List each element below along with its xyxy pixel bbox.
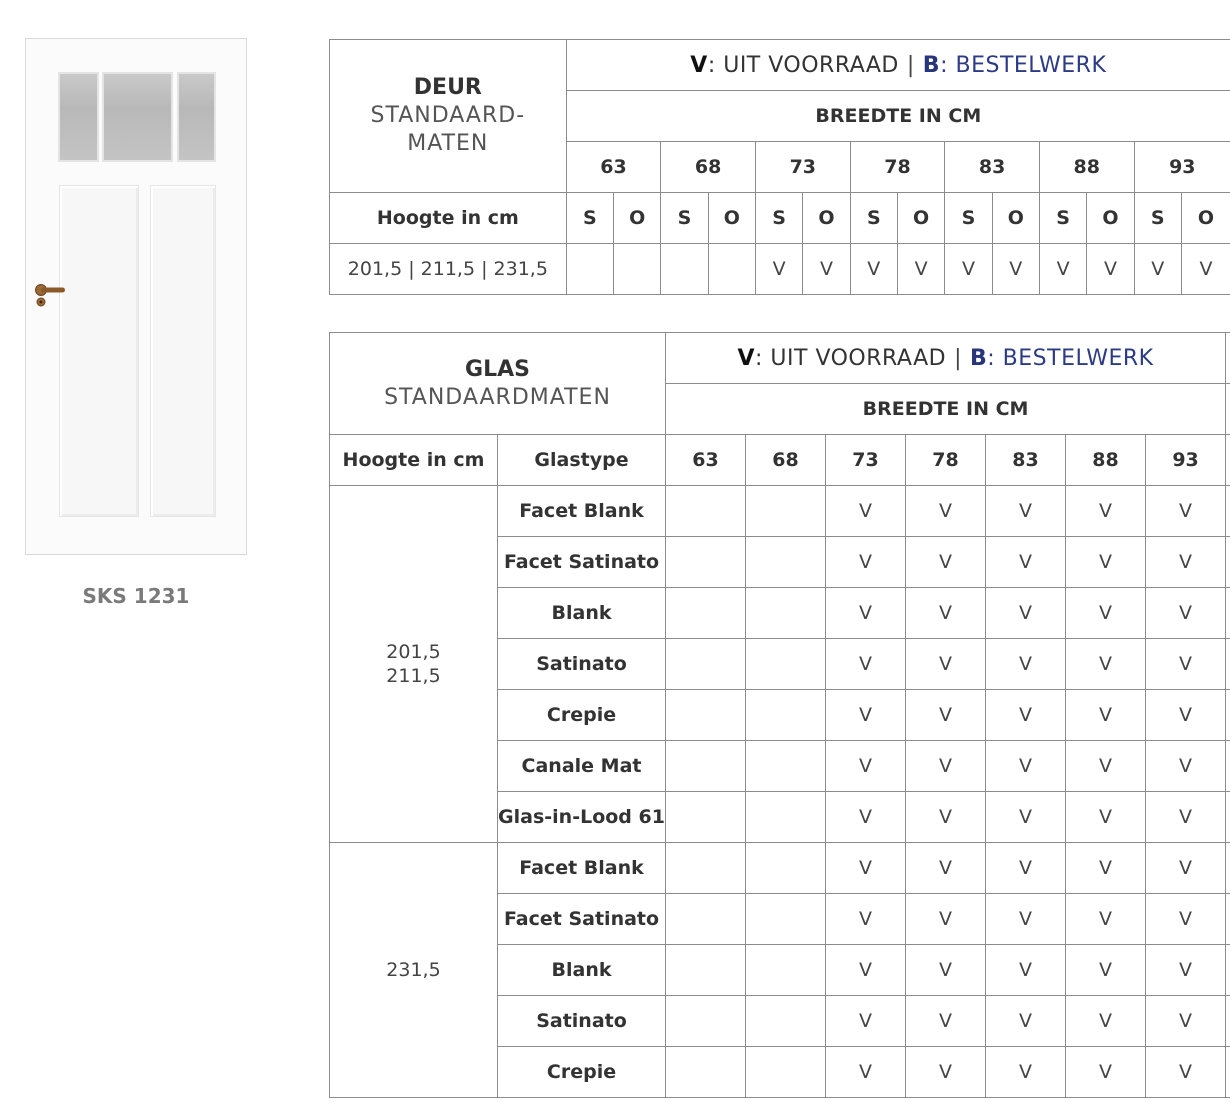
availability-cell: V bbox=[986, 639, 1066, 690]
door-glass-pane-left bbox=[58, 72, 99, 162]
glass-type-label: Glas-in-Lood 61 bbox=[498, 792, 666, 843]
availability-cell: V bbox=[906, 537, 986, 588]
availability-cell: V bbox=[1066, 486, 1146, 537]
door-subcol: O bbox=[614, 193, 661, 244]
availability-cell: V bbox=[1066, 843, 1146, 894]
availability-cell: V bbox=[1066, 741, 1146, 792]
glass-height-group bbox=[330, 843, 498, 1098]
door-width-93: 93 bbox=[1134, 142, 1230, 193]
availability-cell: V bbox=[906, 1047, 986, 1098]
availability-cell: V bbox=[1066, 588, 1146, 639]
availability-cell bbox=[666, 741, 746, 792]
door-width-73: 73 bbox=[755, 142, 850, 193]
door-width-68: 68 bbox=[661, 142, 756, 193]
door-width-83: 83 bbox=[945, 142, 1040, 193]
availability-cell bbox=[746, 639, 826, 690]
door-width-63: 63 bbox=[566, 142, 661, 193]
availability-cell: V bbox=[1146, 945, 1226, 996]
availability-cell: V bbox=[826, 843, 906, 894]
product-name: SKS 1231 bbox=[82, 584, 190, 608]
glass-height-value: 201,5 bbox=[386, 641, 441, 663]
glass-cut-cell bbox=[1226, 639, 1230, 690]
availability-cell bbox=[746, 741, 826, 792]
availability-cell: V bbox=[945, 244, 992, 295]
door-subcol: S bbox=[755, 193, 802, 244]
availability-cell bbox=[614, 244, 661, 295]
availability-cell: V bbox=[1146, 486, 1226, 537]
glass-type-label: Facet Satinato bbox=[498, 537, 666, 588]
availability-cell: V bbox=[906, 996, 986, 1047]
availability-cell bbox=[666, 588, 746, 639]
availability-cell: V bbox=[897, 244, 944, 295]
availability-cell: V bbox=[1066, 1047, 1146, 1098]
glass-type-label: Facet Blank bbox=[498, 843, 666, 894]
availability-cell bbox=[666, 690, 746, 741]
door-width-78: 78 bbox=[850, 142, 945, 193]
door-sizes-table bbox=[329, 39, 1230, 295]
glass-type-label: Crepie bbox=[498, 690, 666, 741]
availability-cell bbox=[746, 792, 826, 843]
glass-height-header: Hoogte in cm bbox=[330, 435, 498, 486]
door-title: DEUR bbox=[413, 75, 482, 100]
availability-cell: V bbox=[986, 588, 1066, 639]
availability-cell: V bbox=[1087, 244, 1134, 295]
glass-height-value: 211,5 bbox=[386, 665, 441, 687]
availability-cell: V bbox=[1039, 244, 1086, 295]
availability-cell bbox=[746, 945, 826, 996]
door-subcol: S bbox=[945, 193, 992, 244]
glass-cut-cell bbox=[1226, 996, 1230, 1047]
legend-separator: | bbox=[954, 345, 962, 371]
door-panel-left bbox=[59, 185, 139, 517]
glass-type-label: Canale Mat bbox=[498, 741, 666, 792]
table-row bbox=[330, 486, 1230, 537]
glass-table-body bbox=[330, 486, 1230, 1098]
availability-cell: V bbox=[1146, 588, 1226, 639]
availability-cell: V bbox=[850, 244, 897, 295]
glass-width-93: 93 bbox=[1146, 435, 1226, 486]
availability-cell bbox=[666, 1047, 746, 1098]
availability-cell: V bbox=[1146, 537, 1226, 588]
availability-cell: V bbox=[826, 945, 906, 996]
availability-cell: V bbox=[1146, 690, 1226, 741]
table-row bbox=[330, 244, 1230, 295]
glass-legend bbox=[666, 333, 1226, 384]
glass-type-label: Blank bbox=[498, 945, 666, 996]
availability-cell: V bbox=[1146, 894, 1226, 945]
legend-b-text: : BESTELWERK bbox=[987, 345, 1154, 371]
glass-type-label: Facet Satinato bbox=[498, 894, 666, 945]
availability-cell bbox=[746, 486, 826, 537]
availability-cell bbox=[666, 537, 746, 588]
availability-cell: V bbox=[906, 690, 986, 741]
glass-width-78: 78 bbox=[906, 435, 986, 486]
availability-cell: V bbox=[826, 792, 906, 843]
glass-width-83: 83 bbox=[986, 435, 1066, 486]
legend-v-text: : UIT VOORRAAD bbox=[755, 345, 947, 371]
availability-cell: V bbox=[986, 945, 1066, 996]
door-subcol: S bbox=[566, 193, 613, 244]
glass-cut-cell bbox=[1226, 792, 1230, 843]
availability-cell: V bbox=[803, 244, 850, 295]
glass-title-cell bbox=[330, 333, 666, 435]
availability-cell: V bbox=[1066, 537, 1146, 588]
glass-type-header: Glastype bbox=[498, 435, 666, 486]
glass-subtitle: STANDAARDMATEN bbox=[384, 384, 611, 410]
legend-separator: | bbox=[906, 52, 915, 78]
door-subcol: O bbox=[897, 193, 944, 244]
glass-type-label: Satinato bbox=[498, 639, 666, 690]
door-subcol: O bbox=[992, 193, 1039, 244]
availability-cell bbox=[566, 244, 613, 295]
availability-cell bbox=[746, 588, 826, 639]
door-subcol: S bbox=[661, 193, 708, 244]
availability-cell: V bbox=[755, 244, 802, 295]
availability-cell bbox=[666, 945, 746, 996]
glass-cut-cell bbox=[1226, 333, 1230, 384]
availability-cell: V bbox=[906, 486, 986, 537]
availability-cell bbox=[666, 843, 746, 894]
availability-cell bbox=[746, 894, 826, 945]
glass-type-label: Facet Blank bbox=[498, 486, 666, 537]
availability-cell: V bbox=[1146, 741, 1226, 792]
availability-cell: V bbox=[906, 588, 986, 639]
availability-cell: V bbox=[1181, 244, 1230, 295]
glass-type-label: Blank bbox=[498, 588, 666, 639]
availability-cell: V bbox=[986, 843, 1066, 894]
availability-cell bbox=[666, 792, 746, 843]
availability-cell: V bbox=[826, 537, 906, 588]
glass-width-88: 88 bbox=[1066, 435, 1146, 486]
availability-cell: V bbox=[1066, 690, 1146, 741]
availability-cell: V bbox=[906, 639, 986, 690]
door-subtitle-line1: STANDAARD- bbox=[370, 103, 526, 128]
glass-sizes-table bbox=[329, 332, 1230, 1098]
availability-cell bbox=[661, 244, 708, 295]
availability-cell: V bbox=[1066, 945, 1146, 996]
availability-cell: V bbox=[1066, 792, 1146, 843]
glass-cut-cell bbox=[1226, 894, 1230, 945]
availability-cell bbox=[746, 843, 826, 894]
availability-cell: V bbox=[826, 690, 906, 741]
availability-cell: V bbox=[1066, 996, 1146, 1047]
glass-cut-cell bbox=[1226, 588, 1230, 639]
door-subcol: O bbox=[1181, 193, 1230, 244]
door-height-value: 201,5 | 211,5 | 231,5 bbox=[330, 244, 567, 295]
availability-cell: V bbox=[986, 1047, 1066, 1098]
glass-width-63: 63 bbox=[666, 435, 746, 486]
availability-cell: V bbox=[906, 894, 986, 945]
door-subtitle-line2: MATEN bbox=[407, 131, 489, 156]
door-subcol: O bbox=[803, 193, 850, 244]
availability-cell: V bbox=[1066, 894, 1146, 945]
availability-cell: V bbox=[826, 1047, 906, 1098]
door-illustration bbox=[25, 38, 247, 555]
glass-header-row bbox=[330, 435, 1230, 486]
availability-cell: V bbox=[906, 741, 986, 792]
availability-cell: V bbox=[1066, 639, 1146, 690]
availability-cell bbox=[666, 486, 746, 537]
glass-height-value: 231,5 bbox=[386, 959, 441, 981]
door-subcol: O bbox=[708, 193, 755, 244]
availability-cell: V bbox=[986, 537, 1066, 588]
availability-cell: V bbox=[826, 741, 906, 792]
glass-cut-cell bbox=[1226, 384, 1230, 435]
availability-cell: V bbox=[1134, 244, 1181, 295]
glass-type-label: Crepie bbox=[498, 1047, 666, 1098]
door-panel-right bbox=[150, 185, 216, 517]
door-subcol: S bbox=[1039, 193, 1086, 244]
door-glass-pane-middle bbox=[102, 72, 173, 162]
glass-width-68: 68 bbox=[746, 435, 826, 486]
glass-type-label: Satinato bbox=[498, 996, 666, 1047]
glass-cut-cell bbox=[1226, 486, 1230, 537]
availability-cell: V bbox=[826, 996, 906, 1047]
legend-b-key: B bbox=[970, 345, 988, 371]
legend-v-text: : UIT VOORRAAD bbox=[707, 52, 899, 78]
availability-cell: V bbox=[1146, 1047, 1226, 1098]
glass-width-header: BREEDTE IN CM bbox=[666, 384, 1226, 435]
availability-cell bbox=[746, 996, 826, 1047]
glass-cut-cell bbox=[1226, 690, 1230, 741]
door-height-header: Hoogte in cm bbox=[330, 193, 567, 244]
availability-cell: V bbox=[1146, 639, 1226, 690]
availability-cell: V bbox=[826, 486, 906, 537]
availability-cell bbox=[746, 690, 826, 741]
availability-cell: V bbox=[986, 894, 1066, 945]
availability-cell bbox=[666, 894, 746, 945]
door-subcol: S bbox=[850, 193, 897, 244]
availability-cell: V bbox=[986, 792, 1066, 843]
legend-v-key: V bbox=[737, 345, 756, 371]
glass-width-73: 73 bbox=[826, 435, 906, 486]
availability-cell: V bbox=[986, 690, 1066, 741]
door-width-header: BREEDTE IN CM bbox=[566, 91, 1230, 142]
availability-cell: V bbox=[1146, 996, 1226, 1047]
availability-cell bbox=[708, 244, 755, 295]
door-subcol: O bbox=[1087, 193, 1134, 244]
availability-cell: V bbox=[906, 792, 986, 843]
availability-cell: V bbox=[826, 639, 906, 690]
availability-cell: V bbox=[986, 996, 1066, 1047]
glass-cut-cell bbox=[1226, 843, 1230, 894]
availability-cell: V bbox=[992, 244, 1039, 295]
door-handle-icon bbox=[33, 282, 69, 312]
glass-title: GLAS bbox=[465, 356, 530, 382]
glass-cut-cell bbox=[1226, 741, 1230, 792]
availability-cell: V bbox=[826, 588, 906, 639]
glass-cut-cell bbox=[1226, 945, 1230, 996]
availability-cell: V bbox=[986, 741, 1066, 792]
availability-cell: V bbox=[906, 843, 986, 894]
door-subcol-row bbox=[330, 193, 1230, 244]
door-glass-pane-right bbox=[177, 72, 216, 162]
availability-cell: V bbox=[1146, 843, 1226, 894]
availability-cell: V bbox=[906, 945, 986, 996]
glass-height-group bbox=[330, 486, 498, 843]
legend-b-key: B bbox=[922, 52, 941, 78]
door-legend bbox=[566, 40, 1230, 91]
table-row bbox=[330, 843, 1230, 894]
door-title-cell bbox=[330, 40, 567, 193]
availability-cell bbox=[666, 996, 746, 1047]
glass-cut-cell bbox=[1226, 1047, 1230, 1098]
door-width-88: 88 bbox=[1039, 142, 1134, 193]
availability-cell: V bbox=[1146, 792, 1226, 843]
glass-cut-cell bbox=[1226, 435, 1230, 486]
door-subcol: S bbox=[1134, 193, 1181, 244]
availability-cell bbox=[746, 537, 826, 588]
legend-b-text: : BESTELWERK bbox=[940, 52, 1107, 78]
availability-cell bbox=[746, 1047, 826, 1098]
availability-cell bbox=[666, 639, 746, 690]
availability-cell: V bbox=[826, 894, 906, 945]
glass-cut-cell bbox=[1226, 537, 1230, 588]
legend-v-key: V bbox=[690, 52, 708, 78]
availability-cell: V bbox=[986, 486, 1066, 537]
